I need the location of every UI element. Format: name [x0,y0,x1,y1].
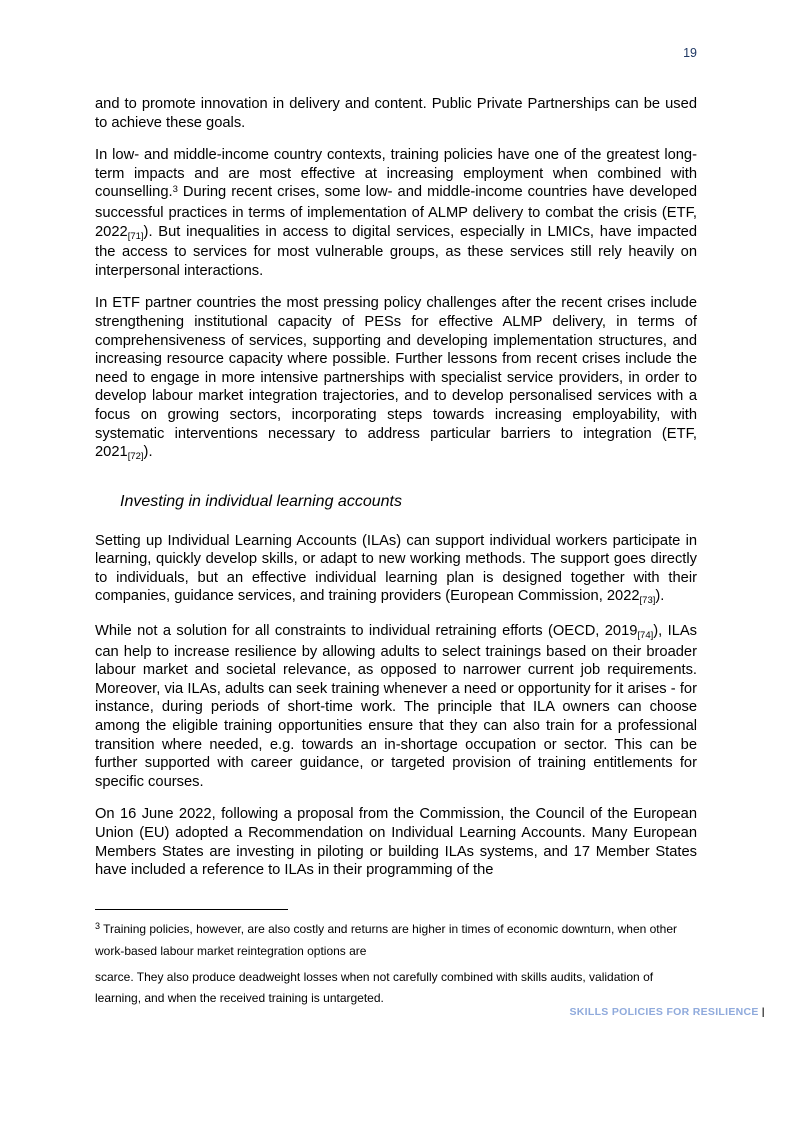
footer-title: SKILLS POLICIES FOR RESILIENCE [569,1006,759,1018]
footnote-paragraph: scarce. They also produce deadweight losses when not carefully combined with skills audits, validation of learning, and when the received training is untargeted. [95,970,654,1005]
footnote-separator-line [95,909,288,910]
page-number: 19 [683,46,697,60]
footnote-paragraph: $^3$ Training policies, however, are also costly and returns are higher in times of economic downturn, when other work-based labour market reintegration options are [95,921,677,958]
body-paragraph: and to promote innovation in delivery and content. Public Private Partnerships can be used to achieve these goals. [95,96,697,131]
page-content [95,95,697,894]
footer-separator: | [761,1006,765,1018]
body-paragraph: In low- and middle-income country contexts, training policies have one of the greatest long-term impacts and are most effective at increasing employment when combined with counselling.$^3$ During recent crises, some low- and middle-income countries have developed successful practices in terms of implementation of ALMP delivery to combat the crisis (ETF, $2022_{[71]}$). But inequalities in access to digital services, especially in LMICs, have impacted the access to services for most vulnerable groups, as these services still rely heavily on interpersonal interactions. [95,147,697,279]
section-heading: Investing in individual learning accounts [120,492,402,510]
body-paragraph: On 16 June 2022, following a proposal from the Commission, the Council of the European Union (EU) adopted a Recommendation on Individual Learning Accounts. Many European Members States are investing in piloting or building ILAs systems, and 17 Member States have included a reference to ILAs in their programming of the [95,806,697,879]
body-paragraph: While not a solution for all constraints to individual retraining efforts (OECD, $2019_{[74]}$), ILAs can help to increase resilience by allowing adults to select trainings based on their broader labour market and societal relevance, as opposed to narrower current job requirements. Moreover, via ILAs, adults can seek training whenever a need or opportunity for it arises - for instance, during periods of short-time work. The principle that ILA owners can choose among the eligible training opportunities ensure that they can also train for a professional transition where needed, e.g. towards an in-shortage occupation or sector. This can be further supported with career guidance, or targeted provision of training entitlements for specific courses. [95,623,697,790]
body-paragraph: In ETF partner countries the most pressing policy challenges after the recent crises include strengthening institutional capacity of PESs for effective ALMP delivery, in terms of comprehensiveness of services, supporting and developing implementation structures, and increasing resource capacity where possible. Further lessons from recent crises include the need to engage in more intensive partnerships with specialist service providers, in order to develop labour market integration trajectories, and to develop personalised services with a focus on growing sectors, incorporating steps towards increasing employability, with systematic interventions necessary to address particular barriers to integration (ETF, $2021_{[72]}$). [95,295,697,463]
footnote-area [95,903,697,1014]
body-paragraph: Setting up Individual Learning Accounts (ILAs) can support individual workers participate in learning, quickly develop skills, or adapt to new working methods. The support goes directly to individuals, but an effective individual learning plan is designed together with their companies, guidance services, and training providers (European Commission, $2022_{[73]}$). [95,532,697,607]
page-footer [569,1006,765,1018]
